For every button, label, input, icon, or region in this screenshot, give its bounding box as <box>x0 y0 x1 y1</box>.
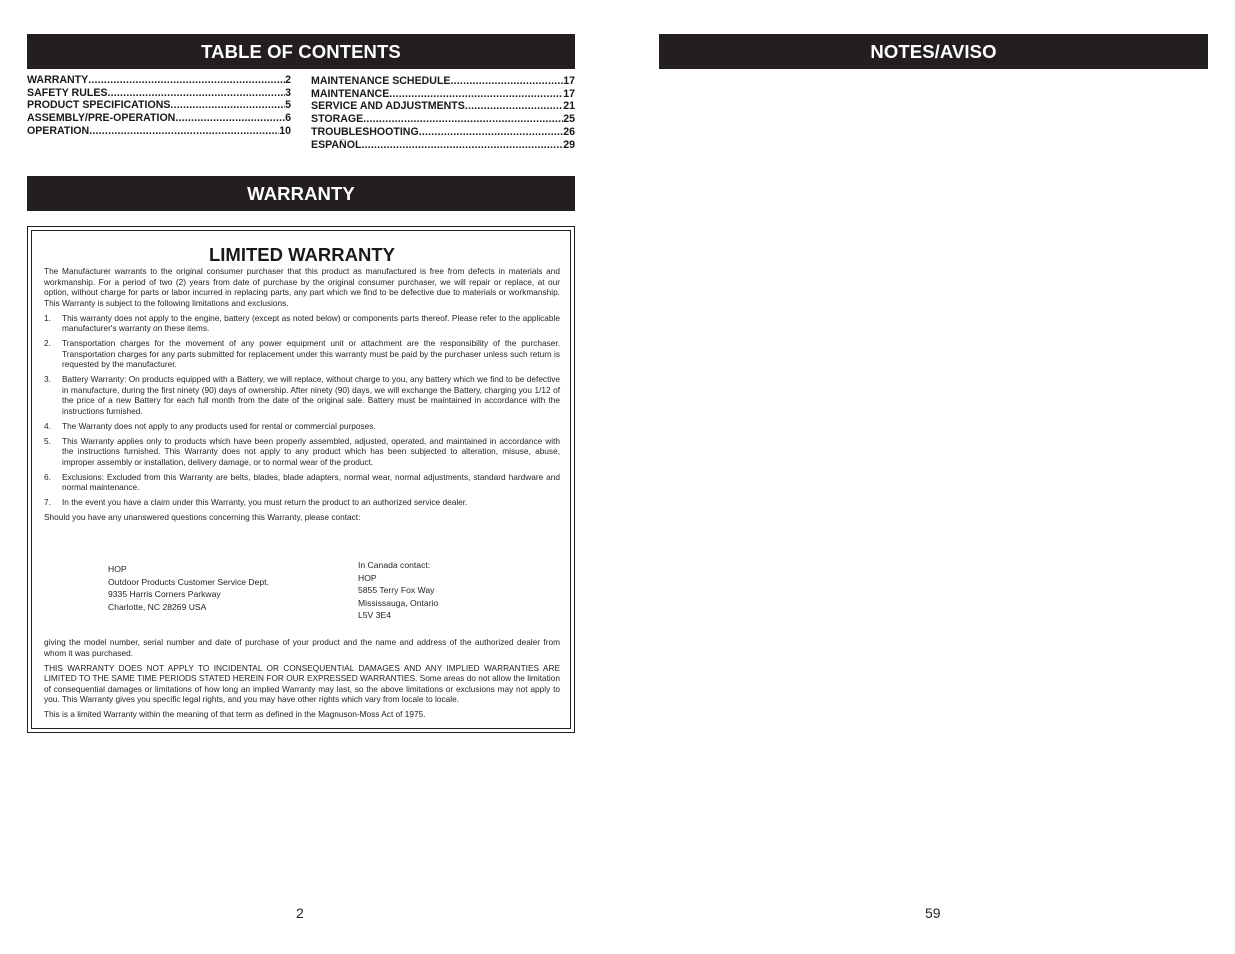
address-line: HOP <box>108 564 127 574</box>
toc-dot-leader <box>465 100 563 113</box>
address-line: Outdoor Products Customer Service Dept. <box>108 576 269 587</box>
toc-entry-page: 17 <box>563 87 575 100</box>
toc-entry-page: 2 <box>285 74 291 86</box>
limited-warranty-inner-frame <box>31 230 571 729</box>
warranty-term-number: 6. <box>44 471 51 482</box>
warranty-terms-list <box>44 313 560 508</box>
toc-heading: TABLE OF CONTENTS <box>27 34 575 69</box>
warranty-disclaimer: THIS WARRANTY DOES NOT APPLY TO INCIDENTAL OR CONSEQUENTIAL DAMAGES AND ANY IMPLIED WARRANTIES ARE LIMITED TO THE SAME TIME PERIODS STATED HEREIN FOR OUR EXPRESSED WARRANTIES. Some areas do not allow the limitation of consequential damages or limitations of how long an implied Warranty may last, so the above limitations or exclusions may not apply to you. This Warranty gives you specific legal rights, and you may have other rights which vary from locale to locale. <box>44 662 560 704</box>
toc-entry-page: 3 <box>285 86 291 99</box>
warranty-term <box>44 436 560 468</box>
limited-warranty-box <box>27 226 575 733</box>
toc-dot-leader <box>88 74 285 87</box>
toc-entry[interactable] <box>27 74 291 87</box>
warranty-term <box>44 313 560 334</box>
toc-entry-label: ESPAÑOL <box>311 138 362 151</box>
warranty-term <box>44 421 560 432</box>
address-block <box>44 527 560 637</box>
address-line: HOP <box>358 572 377 583</box>
toc-entry-page: 21 <box>563 100 575 113</box>
warranty-term-number: 5. <box>44 435 51 446</box>
toc-entry-page: 26 <box>563 125 575 138</box>
toc-entry-page: 17 <box>563 75 575 87</box>
warranty-term-text: Transportation charges for the movement of any power equipment unit or attachment are the responsibility of the purchaser. Transportation charges for any parts submitted for replacement under this warranty must be paid by the purchaser unless such return is requested by the manufacturer. <box>62 338 560 369</box>
toc-right-column <box>311 75 575 151</box>
toc-entry[interactable] <box>311 126 575 139</box>
toc-entry-page: 25 <box>563 113 575 126</box>
toc-dot-leader <box>107 87 285 100</box>
notes-heading: NOTES/AVISO <box>659 34 1208 69</box>
warranty-term-number: 7. <box>44 497 51 507</box>
toc-dot-leader <box>419 126 564 139</box>
toc-dot-leader <box>361 139 563 152</box>
toc-entry-page: 6 <box>285 112 291 125</box>
warranty-term-number: 4. <box>44 420 51 431</box>
toc-entry-label: SAFETY RULES <box>27 86 108 99</box>
toc-entry-page: 5 <box>285 99 291 112</box>
warranty-term-number: 3. <box>44 374 51 384</box>
toc-dot-leader <box>363 113 563 126</box>
toc-entry[interactable] <box>27 125 291 138</box>
warranty-giving-text: giving the model number, serial number and date of purchase of your product and the name and address of the authorized dealer from whom it was purchased. <box>44 637 560 658</box>
warranty-term-text: Exclusions: Excluded from this Warranty are belts, blades, blade adapters, normal wear, normal adjustments, standard hardware and normal maintenance. <box>62 471 560 492</box>
toc-entry-label: STORAGE <box>311 113 364 126</box>
toc-entry-page: 10 <box>279 124 291 137</box>
toc-entry-label: MAINTENANCE <box>311 87 390 100</box>
us-service-address <box>108 563 269 613</box>
page-number-left: 2 <box>296 905 304 921</box>
toc-entry[interactable] <box>311 88 575 101</box>
address-line: 9335 Harris Corners Parkway <box>108 589 221 599</box>
toc-entry[interactable] <box>27 87 291 100</box>
warranty-term <box>44 374 560 416</box>
toc-dot-leader <box>175 112 285 125</box>
page-number-right: 59 <box>925 905 941 921</box>
warranty-term <box>44 472 560 493</box>
toc-entry-page: 29 <box>563 138 575 151</box>
toc-left-column <box>27 74 291 138</box>
warranty-term-number: 1. <box>44 312 51 323</box>
warranty-intro: The Manufacturer warrants to the original consumer purchaser that this product as manufactured is free from defects in materials and workmanship. For a period of two (2) years from date of purchase by the original consumer purchaser, we will repair or replace, at our option, without charge for parts or labor incurred in replacing parts, any part which we find to be defective due to materials or workmanship. This Warranty is subject to the following limitations and exclusions. <box>44 266 560 308</box>
warranty-magnuson-moss: This is a limited Warranty within the meaning of that term as defined in the Magnuson-Moss Act of 1975. <box>44 709 426 719</box>
toc-entry-label: WARRANTY <box>27 74 89 86</box>
warranty-term <box>44 497 560 508</box>
warranty-term-text: The Warranty does not apply to any products used for rental or commercial purposes. <box>62 420 376 431</box>
address-line: Mississauga, Ontario <box>358 597 439 608</box>
toc-dot-leader <box>389 88 563 101</box>
warranty-term <box>44 338 560 370</box>
toc-entry-label: PRODUCT SPECIFICATIONS <box>27 99 171 112</box>
canada-service-address <box>358 559 438 622</box>
toc-dot-leader <box>89 125 279 138</box>
toc-entry[interactable] <box>311 100 575 113</box>
toc-entry[interactable] <box>27 112 291 125</box>
address-line: Charlotte, NC 28269 USA <box>108 601 207 612</box>
toc-dot-leader <box>451 75 564 88</box>
toc-entry[interactable] <box>311 75 575 88</box>
warranty-term-text: This warranty does not apply to the engine, battery (except as noted below) or components parts thereof. Please refer to the applicable manufacturer's warranty on these items. <box>62 312 560 333</box>
address-line: L5V 3E4 <box>358 610 391 620</box>
address-line: In Canada contact: <box>358 560 431 570</box>
toc-entry-label: TROUBLESHOOTING <box>311 125 419 138</box>
warranty-term-text: In the event you have a claim under this Warranty, you must return the product to an authorized service dealer. <box>62 497 468 507</box>
toc-entry[interactable] <box>27 99 291 112</box>
toc-dot-leader <box>170 99 285 112</box>
warranty-term-text: This Warranty applies only to products which have been properly assembled, adjusted, operated, and maintained in accordance with the instructions furnished. This Warranty does not apply to any product which has been subjected to alteration, misuse, abuse, improper assembly or installation, delivery damage, or to normal wear of the product. <box>62 435 560 467</box>
warranty-term-text: Battery Warranty: On products equipped with a Battery, we will replace, without charge to you, any battery which we find to be defective in manufacture, during the first ninety (90) days of ownership. After ninety (90) days, we will exchange the Battery, charging you 1/12 of the price of a new Battery for each full month from the date of the original sale. Battery must be maintained in accordance with the instructions furnished. <box>62 374 560 416</box>
limited-warranty-title: LIMITED WARRANTY <box>208 244 395 265</box>
toc-entry[interactable] <box>311 139 575 152</box>
toc-entry-label: OPERATION <box>27 124 90 137</box>
toc-entry[interactable] <box>311 113 575 126</box>
warranty-heading: WARRANTY <box>27 176 575 211</box>
toc-entry-label: SERVICE AND ADJUSTMENTS <box>311 100 465 113</box>
toc-entry-label: ASSEMBLY/PRE-OPERATION <box>27 112 176 125</box>
toc-entry-label: MAINTENANCE SCHEDULE <box>311 75 451 87</box>
address-line: 5855 Terry Fox Way <box>358 585 435 595</box>
warranty-term-number: 2. <box>44 338 51 348</box>
warranty-contact-prompt: Should you have any unanswered questions concerning this Warranty, please contact: <box>44 512 361 522</box>
